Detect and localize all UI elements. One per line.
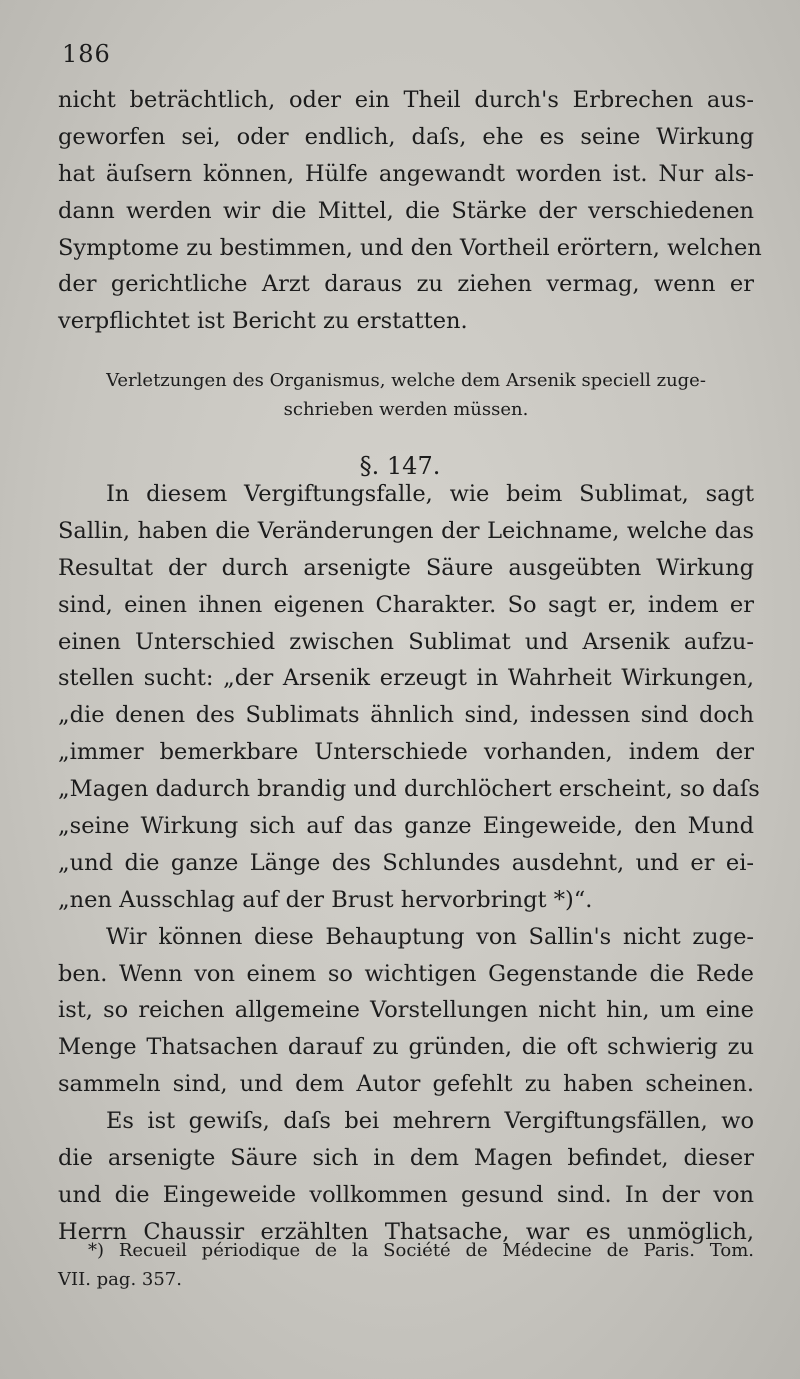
text-line: verpflichtet ist Bericht zu erstatten.: [58, 308, 468, 335]
text-line: Wir können diese Behauptung von Sallin's nicht zuge-: [106, 923, 754, 950]
text-line: Herrn Chaussir erzählten Thatsache, war es unmöglich,: [58, 1218, 754, 1245]
top-paragraph: [58, 82, 762, 340]
page-number: 186: [62, 40, 111, 68]
footnote: [58, 1236, 754, 1294]
text-line: einen Unterschied zwischen Sublimat und Arsenik aufzu-: [58, 628, 754, 655]
text-line: geworfen sei, oder endlich, daſs, ehe es seine Wirkung: [58, 123, 754, 150]
text-line: die arsenigte Säure sich in dem Magen befindet, dieser: [58, 1145, 754, 1172]
text-line: In diesem Vergiftungsfalle, wie beim Sublimat, sagt: [106, 481, 754, 507]
text-line: „seine Wirkung sich auf das ganze Eingeweide, den Mund: [58, 813, 754, 840]
text-line: „die denen des Sublimats ähnlich sind, indessen sind doch: [58, 702, 754, 729]
heading-line: schrieben werden müssen.: [283, 399, 529, 420]
text-line: Resultat der durch arsenigte Säure ausgeübten Wirkung: [58, 554, 754, 581]
text-line: und die Eingeweide vollkommen gesund sind. In der von: [58, 1181, 754, 1208]
main-text: [58, 476, 760, 1251]
text-line: Symptome zu bestimmen, und den Vortheil erörtern, welchen: [58, 234, 762, 261]
text-line: Menge Thatsachen darauf zu gründen, die oft schwierig zu: [58, 1034, 754, 1061]
text-line: „immer bemerkbare Unterschiede vorhanden, indem der: [58, 739, 754, 766]
section-heading: [58, 366, 754, 424]
text-line: „nen Ausschlag auf der Brust hervorbringt *)“.: [58, 886, 593, 913]
footnote-line: *) Recueil périodique de la Société de Médecine de Paris. Tom.: [88, 1240, 754, 1261]
text-line: Es ist gewiſs, daſs bei mehrern Vergiftungsfällen, wo: [106, 1108, 754, 1135]
heading-line: Verletzungen des Organismus, welche dem Arsenik speciell zuge-: [106, 370, 706, 391]
text-line: dann werden wir die Mittel, die Stärke der verschiedenen: [58, 197, 754, 224]
text-line: nicht beträchtlich, oder ein Theil durch's Erbrechen aus-: [58, 87, 754, 113]
text-line: „Magen dadurch brandig und durchlöchert erscheint, so daſs: [58, 776, 760, 803]
text-line: der gerichtliche Arzt daraus zu ziehen vermag, wenn er: [58, 271, 754, 298]
section-number: §. 147.: [359, 452, 441, 480]
text-line: ist, so reichen allgemeine Vorstellungen nicht hin, um eine: [58, 997, 754, 1024]
text-line: hat äuſsern können, Hülfe angewandt worden ist. Nur als-: [58, 160, 754, 187]
text-line: „und die ganze Länge des Schlundes ausdehnt, und er ei-: [58, 849, 754, 876]
text-line: ben. Wenn von einem so wichtigen Gegenstande die Rede: [58, 960, 754, 987]
footnote-line: VII. pag. 357.: [58, 1269, 182, 1290]
text-line: stellen sucht: „der Arsenik erzeugt in Wahrheit Wirkungen,: [58, 665, 754, 692]
text-line: sammeln sind, und dem Autor gefehlt zu haben scheinen.: [58, 1071, 754, 1098]
text-line: sind, einen ihnen eigenen Charakter. So sagt er, indem er: [58, 591, 754, 618]
text-line: Sallin, haben die Veränderungen der Leichname, welche das: [58, 517, 754, 544]
